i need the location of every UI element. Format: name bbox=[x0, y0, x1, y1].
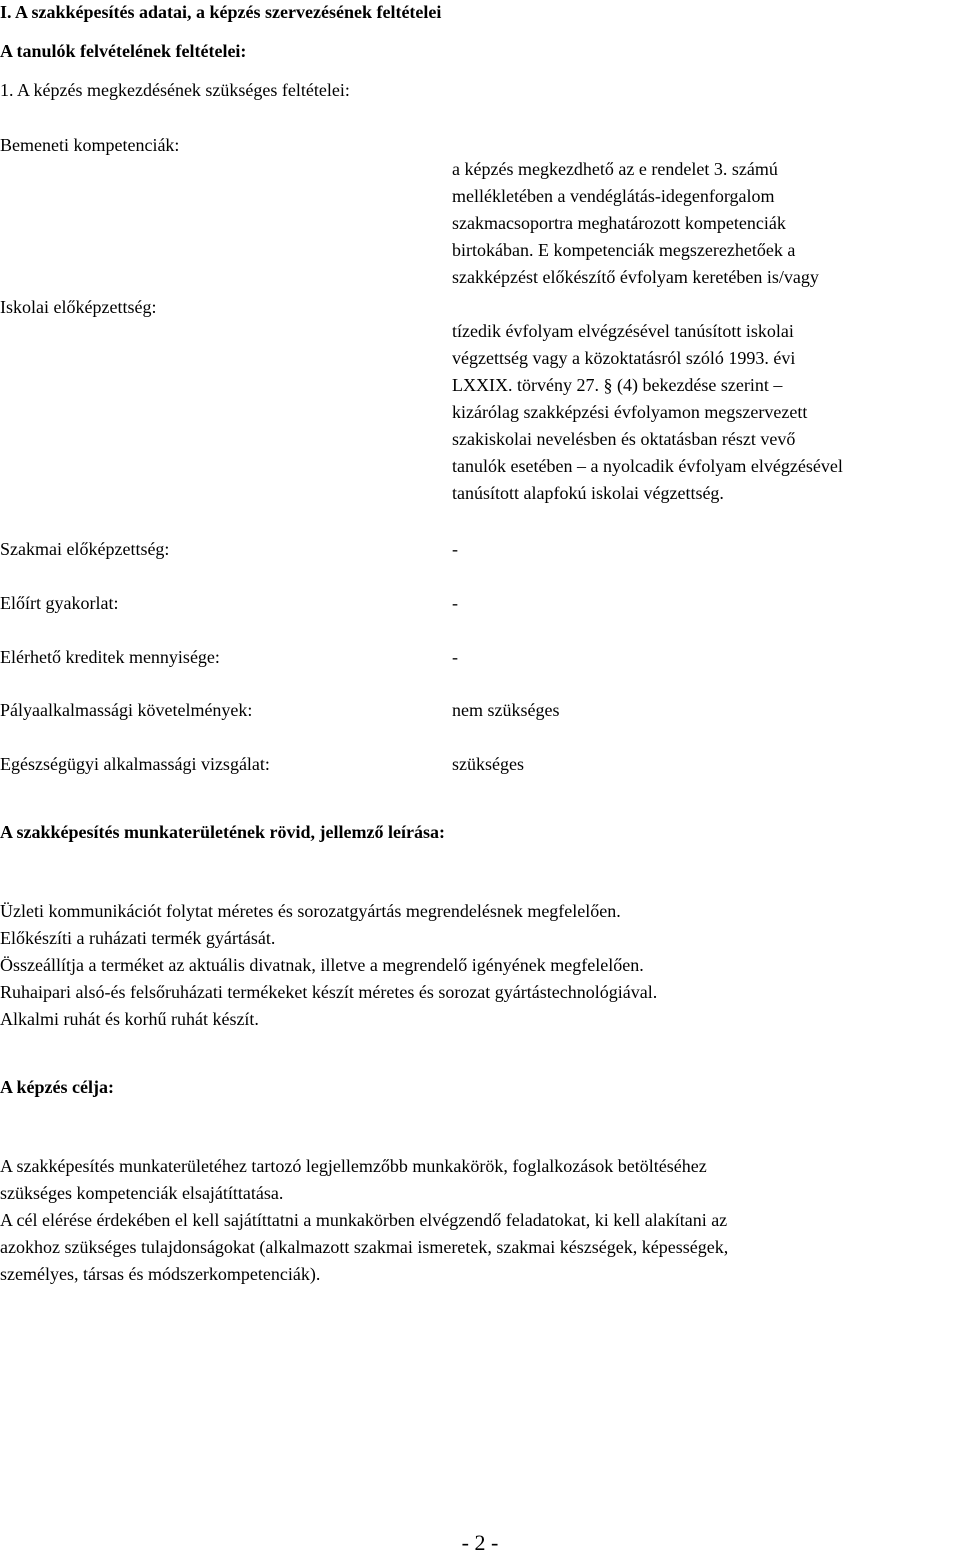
input-competences-line: birtokában. E kompetenciák megszerezhetőek a bbox=[452, 240, 796, 260]
input-competences-line: mellékletében a vendéglátás-idegenforgalom bbox=[452, 186, 775, 206]
school-education-line: tanúsított alapfokú iskolai végzettség. bbox=[452, 483, 724, 503]
work-area-heading: A szakképesítés munkaterületének rövid, jellemző leírása: bbox=[0, 822, 445, 842]
goal-line: személyes, társas és módszerkompetenciák). bbox=[0, 1264, 321, 1284]
work-area-line: Előkészíti a ruházati termék gyártását. bbox=[0, 928, 276, 948]
input-competences-line: szakképzést előkészítő évfolyam keretében is/vagy bbox=[452, 267, 819, 287]
prerequisites-heading: 1. A képzés megkezdésének szükséges feltételei: bbox=[0, 80, 350, 100]
input-competences-text bbox=[452, 156, 819, 291]
goal-heading: A képzés célja: bbox=[0, 1077, 114, 1097]
input-competences-line: a képzés megkezdhető az e rendelet 3. számú bbox=[452, 159, 778, 179]
career-aptitude-label: Pályaalkalmassági követelmények: bbox=[0, 700, 253, 720]
professional-prerequisite-label: Szakmai előképzettség: bbox=[0, 539, 170, 559]
school-education-label: Iskolai előképzettség: bbox=[0, 297, 157, 317]
goal-line: A szakképesítés munkaterületéhez tartozó legjellemzőbb munkakörök, foglalkozások betöltéséhez bbox=[0, 1156, 707, 1176]
professional-prerequisite-value: - bbox=[452, 539, 458, 559]
school-education-line: tanulók esetében – a nyolcadik évfolyam elvégzésével bbox=[452, 456, 843, 476]
work-area-line: Ruhaipari alsó-és felsőruházati termékeket készít méretes és sorozat gyártástechnológiával. bbox=[0, 982, 658, 1002]
credits-label: Elérhető kreditek mennyisége: bbox=[0, 647, 220, 667]
work-area-line: Alkalmi ruhát és korhű ruhát készít. bbox=[0, 1009, 259, 1029]
work-area-line: Üzleti kommunikációt folytat méretes és sorozatgyártás megrendelésnek megfelelően. bbox=[0, 901, 621, 921]
school-education-line: végzettség vagy a közoktatásról szóló 1993. évi bbox=[452, 348, 796, 368]
health-check-label: Egészségügyi alkalmassági vizsgálat: bbox=[0, 754, 270, 774]
input-competences-line: szakmacsoportra meghatározott kompetenciák bbox=[452, 213, 786, 233]
work-area-text bbox=[0, 898, 657, 1033]
school-education-line: szakiskolai nevelésben és oktatásban részt vevő bbox=[452, 429, 796, 449]
school-education-line: kizárólag szakképzési évfolyamon megszervezett bbox=[452, 402, 808, 422]
goal-line: A cél elérése érdekében el kell sajátíttatni a munkakörben elvégzendő feladatokat, ki kell alakítani az bbox=[0, 1210, 728, 1230]
admission-heading: A tanulók felvételének feltételei: bbox=[0, 41, 247, 61]
career-aptitude-value: nem szükséges bbox=[452, 700, 560, 720]
required-practice-value: - bbox=[452, 593, 458, 613]
goal-line: szükséges kompetenciák elsajátíttatása. bbox=[0, 1183, 284, 1203]
goal-line: azokhoz szükséges tulajdonságokat (alkalmazott szakmai ismeretek, szakmai készségek, képességek, bbox=[0, 1237, 729, 1257]
credits-value: - bbox=[452, 647, 458, 667]
page-number: - 2 - bbox=[461, 1530, 499, 1555]
work-area-line: Összeállítja a terméket az aktuális divatnak, illetve a megrendelő igényének megfelelően. bbox=[0, 955, 644, 975]
input-competences-label: Bemeneti kompetenciák: bbox=[0, 135, 180, 155]
school-education-line: LXXIX. törvény 27. § (4) bekezdése szerint – bbox=[452, 375, 783, 395]
section-title: I. A szakképesítés adatai, a képzés szervezésének feltételei bbox=[0, 2, 442, 22]
health-check-value: szükséges bbox=[452, 754, 524, 774]
school-education-text bbox=[452, 318, 843, 507]
school-education-line: tízedik évfolyam elvégzésével tanúsított iskolai bbox=[452, 321, 794, 341]
goal-text bbox=[0, 1153, 728, 1288]
required-practice-label: Előírt gyakorlat: bbox=[0, 593, 119, 613]
